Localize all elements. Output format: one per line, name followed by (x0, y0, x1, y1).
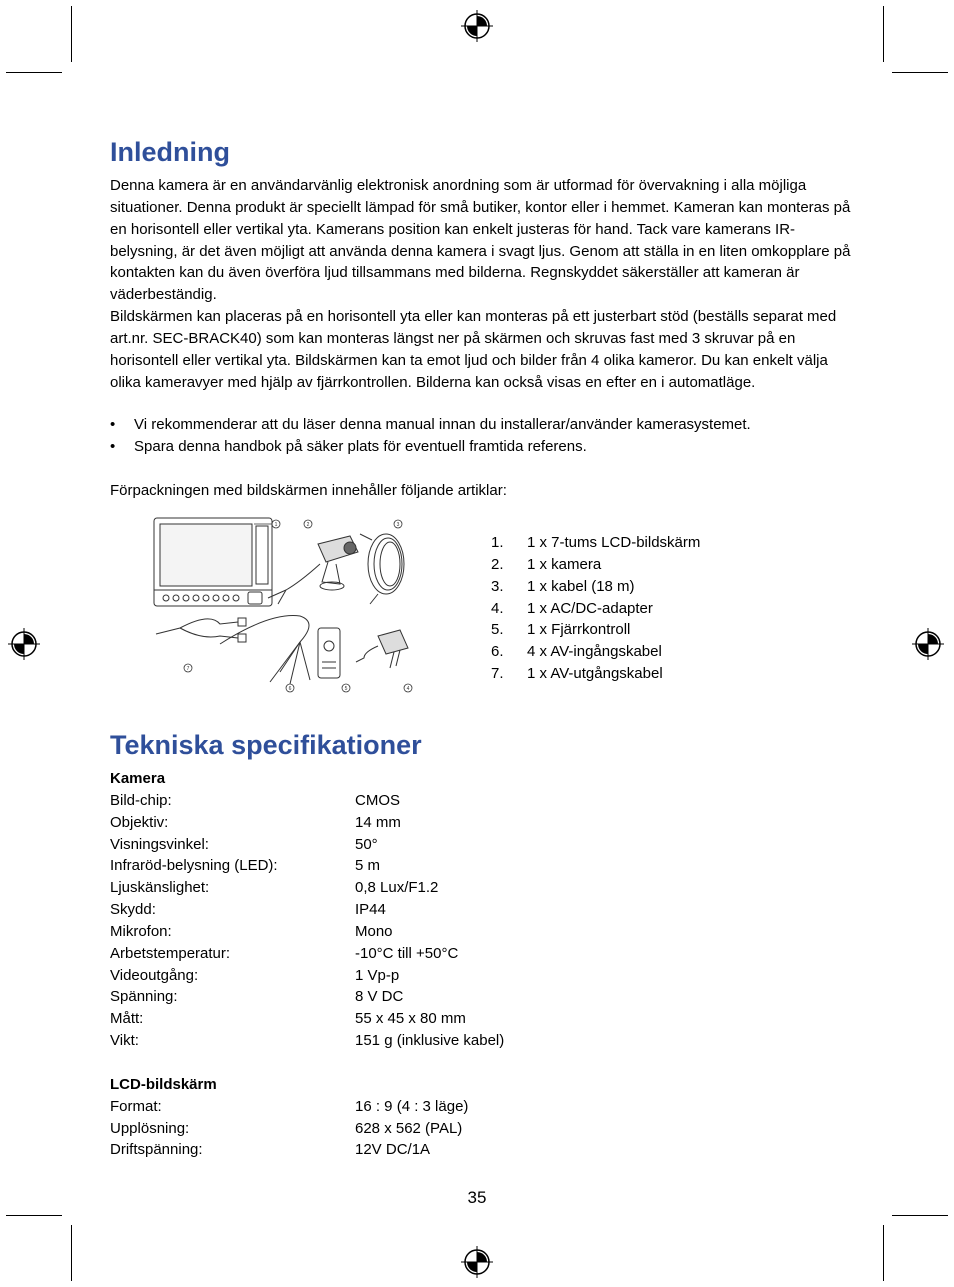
crop-mark (6, 72, 62, 73)
list-item: 7. 1 x AV-utgångskabel (491, 665, 663, 683)
spec-row: Ljuskänslighet: 0,8 Lux/F1.2 (110, 879, 439, 897)
page-number: 35 (467, 1188, 487, 1207)
spec-row: Videoutgång: 1 Vp-p (110, 966, 400, 984)
package-contents-list (491, 532, 700, 685)
spec-row: Visningsvinkel: 50° (110, 835, 378, 853)
spec-row: Infraröd-belysning (LED): 5 m (110, 857, 381, 875)
spec-row: Objektiv: 14 mm (110, 813, 401, 831)
list-item: 1. 1 x 7-tums LCD-bildskärm (491, 534, 701, 551)
list-item: • Vi rekommenderar att du läser denna manual innan du installerar/använder kamerasystemet. (110, 414, 751, 436)
spec-row: Vikt: 151 g (inklusive kabel) (110, 1032, 505, 1050)
intro-paragraph-2: Bildskärmen kan placeras på en horisontell yta eller kan monteras på ett justerbart stöd (beställs separat med art.nr. SEC-BRACK40) som kan monteras längst ner på skärmen och skruvas fast med 3 skruvar på en horisontell eller vertikal yta. Bildskärmen kan ta emot ljud och bilder från 4 olika kameror. Du kan enkelt välja olika kameravyer med hjälp av fjärrkontrollen. Bilderna kan också visas en efter en i automatläge. (110, 308, 837, 391)
section-title-specifications: Tekniska specifikationer (110, 730, 422, 760)
callout-label: 7 (186, 666, 190, 672)
spec-row: Mått: 55 x 45 x 80 mm (110, 1010, 466, 1028)
spec-heading-lcd: LCD-bildskärm (110, 1075, 217, 1093)
callout-label: 4 (406, 686, 410, 692)
callout-label: 3 (396, 522, 400, 528)
crop-mark (892, 72, 948, 73)
bullet-icon: • (110, 416, 116, 433)
intro-paragraph-1: Denna kamera är en användarvänlig elektronisk anordning som är utformad för övervakning i alla möjliga situationer. Denna produkt är speciellt lämpad för små butiker, kontor eller i hemmet. Kameran kan monteras på en horisontell eller vertikal yta. Kamerans position kan enkelt justeras för hand. Tack vare kamerans IR-belysning, är det även möjligt att använda denna kamera i svagt ljus. Genom att ställa in en liten omkopplare på kontakten kan du även överföra ljud tillsammans med bilderna. Regnskyddet säkerställer att kameran är väderbeständig. (110, 177, 851, 304)
crop-mark (883, 1225, 884, 1281)
spec-row: Spänning: 8 V DC (110, 988, 404, 1006)
package-contents-illustration (150, 512, 422, 698)
spec-row: Format: 16 : 9 (4 : 3 läge) (110, 1097, 469, 1115)
callout-label: 2 (306, 522, 310, 528)
list-item: 6. 4 x AV-ingångskabel (491, 643, 662, 661)
spec-table (110, 768, 505, 1161)
registration-mark-icon (911, 627, 945, 661)
crop-mark (71, 1225, 72, 1281)
registration-mark-icon (460, 9, 494, 43)
bullet-icon: • (110, 437, 116, 455)
callout-label: 1 (274, 522, 278, 528)
spec-row: Bild-chip: CMOS (110, 791, 400, 809)
callout-label: 5 (344, 686, 348, 692)
spec-row: Driftspänning: 12V DC/1A (110, 1141, 431, 1159)
callout-label: 6 (288, 686, 292, 692)
crop-mark (883, 6, 884, 62)
spec-row: Mikrofon: Mono (110, 922, 393, 940)
list-item: 4. 1 x AC/DC-adapter (491, 599, 653, 617)
package-intro: Förpackningen med bildskärmen innehåller följande artiklar: (110, 482, 507, 499)
crop-mark (6, 1215, 62, 1216)
bullet-list (110, 414, 751, 458)
list-item: 5. 1 x Fjärrkontroll (491, 621, 631, 639)
spec-row: Upplösning: 628 x 562 (PAL) (110, 1119, 463, 1137)
list-item: 2. 1 x kamera (491, 555, 602, 573)
spec-heading-camera: Kamera (110, 770, 166, 787)
section-title-inledning: Inledning (110, 137, 230, 167)
spec-row: Skydd: IP44 (110, 901, 386, 919)
spec-spacer (110, 1052, 217, 1074)
list-item: • Spara denna handbok på säker plats för eventuell framtida referens. (110, 436, 751, 458)
spec-row: Arbetstemperatur: -10°C till +50°C (110, 944, 459, 962)
list-item: 3. 1 x kabel (18 m) (491, 577, 635, 595)
crop-mark (892, 1215, 948, 1216)
registration-mark-icon (7, 627, 41, 661)
registration-mark-icon (460, 1245, 494, 1279)
crop-mark (71, 6, 72, 62)
